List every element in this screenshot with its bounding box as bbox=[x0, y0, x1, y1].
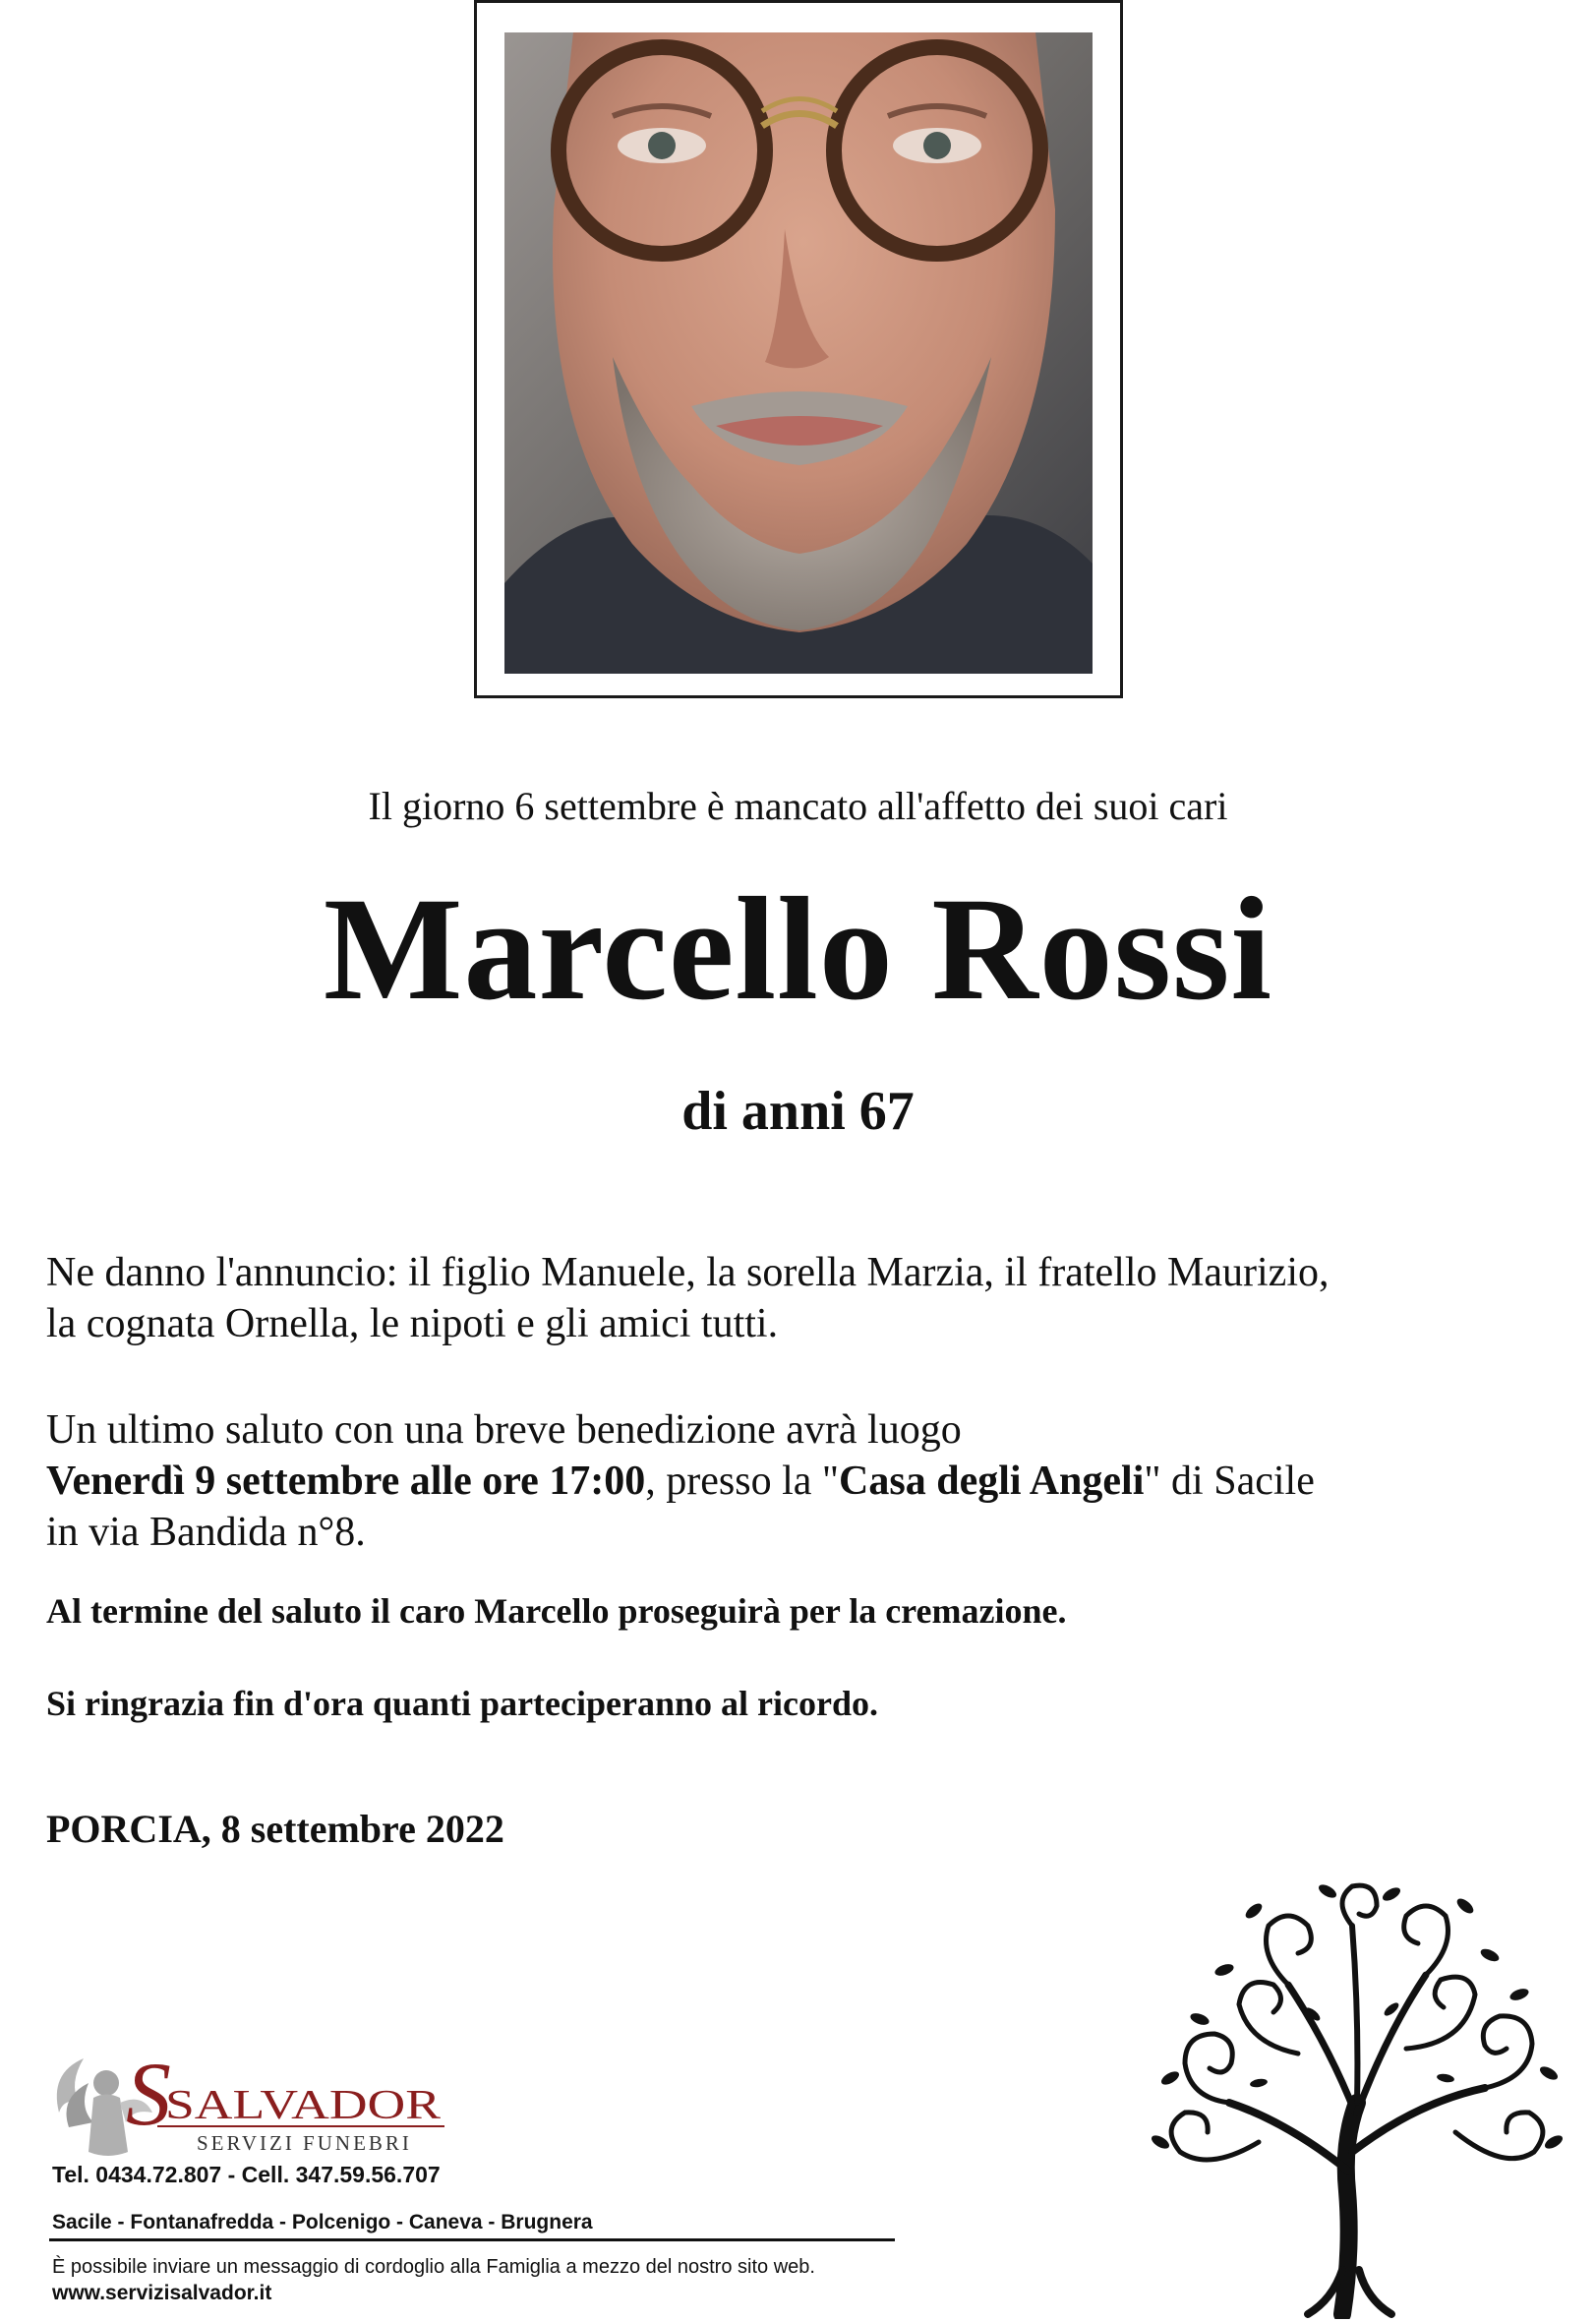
ceremony-city: " di Sacile bbox=[1144, 1459, 1315, 1504]
website-link[interactable]: www.servizisalvador.it bbox=[52, 2282, 272, 2304]
tree-of-life-icon bbox=[1141, 1876, 1573, 2319]
deceased-age: di anni 67 bbox=[681, 1081, 915, 1142]
thanks-note: Si ringrazia fin d'ora quanti parteciperanno al ricordo. bbox=[46, 1684, 878, 1723]
portrait-frame bbox=[474, 0, 1123, 698]
condolence-note: È possibile inviare un messaggio di cordoglio alla Famiglia a mezzo del nostro sito web. bbox=[52, 2256, 815, 2278]
portrait-illustration bbox=[504, 32, 1093, 674]
logo-name: SALVADOR bbox=[165, 2083, 441, 2128]
footer-divider bbox=[49, 2238, 895, 2241]
deceased-name: Marcello Rossi bbox=[323, 867, 1273, 1031]
announcement-paragraph bbox=[46, 1247, 1541, 1349]
ceremony-mid-text: , presso la " bbox=[645, 1459, 840, 1504]
announcement-line: Ne danno l'annuncio: il figlio Manuele, la sorella Marzia, il fratello Maurizio, bbox=[46, 1250, 1330, 1295]
ceremony-paragraph bbox=[46, 1404, 1541, 1558]
svg-text:S: S bbox=[126, 2044, 171, 2144]
cremation-note: Al termine del saluto il caro Marcello proseguirà per la cremazione. bbox=[46, 1591, 1067, 1631]
service-towns: Sacile - Fontanafredda - Polcenigo - Caneva - Brugnera bbox=[52, 2211, 593, 2234]
ceremony-date: Venerdì 9 settembre alle ore 17:00 bbox=[46, 1459, 646, 1504]
ceremony-line bbox=[46, 1456, 1541, 1507]
portrait-photo bbox=[504, 32, 1093, 674]
place-date: PORCIA, 8 settembre 2022 bbox=[46, 1807, 504, 1851]
ceremony-address: in via Bandida n°8. bbox=[46, 1510, 366, 1555]
salvador-logo bbox=[49, 2044, 462, 2170]
intro-text: Il giorno 6 settembre è mancato all'affetto dei suoi cari bbox=[368, 784, 1228, 828]
announcement-line: la cognata Ornella, le nipoti e gli amici tutti. bbox=[46, 1301, 779, 1346]
logo-subtitle: SERVIZI FUNEBRI bbox=[197, 2131, 412, 2155]
ceremony-place: Casa degli Angeli bbox=[839, 1459, 1145, 1504]
contact-numbers: Tel. 0434.72.807 - Cell. 347.59.56.707 bbox=[52, 2162, 441, 2187]
ceremony-line: Un ultimo saluto con una breve benedizione avrà luogo bbox=[46, 1407, 962, 1453]
